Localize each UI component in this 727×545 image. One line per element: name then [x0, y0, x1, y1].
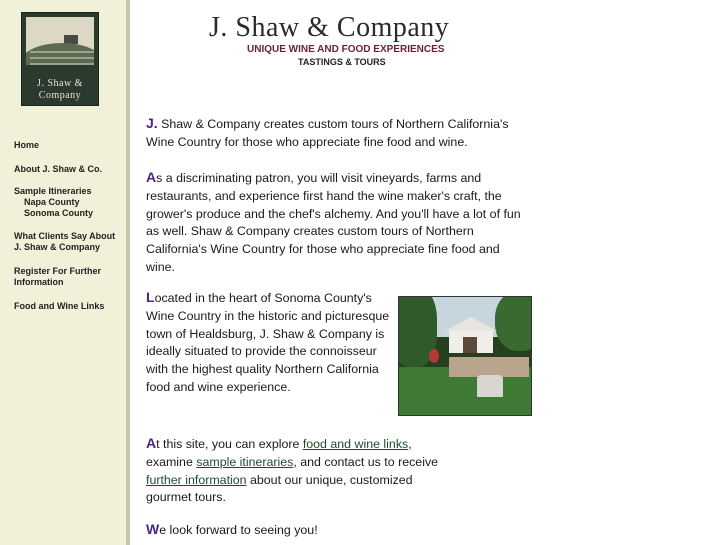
- photo-gazebo-roof: [445, 317, 497, 331]
- logo-text-line-2: Company: [38, 90, 82, 101]
- site-title: J. Shaw & Company: [209, 12, 450, 43]
- drop-cap: L: [146, 289, 155, 305]
- nav-home[interactable]: Home: [14, 140, 40, 150]
- nav-client-testimonials-line-1[interactable]: What Clients Say About: [14, 231, 116, 241]
- intro-text: Shaw & Company creates custom tours of Northern California's Wine Country for those who appreciate fine food and wine.: [146, 117, 509, 149]
- patron-text: s a discriminating patron, you will visit vineyards, farms and restaurants, and experience first hand the wine maker's craft, the grower's produce and the chef's alchemy. And you'll have a lot of fun as well. Shaw & Company creates custom tours of Northern California's Wine Country for those who appreciate fine food and wine.: [146, 171, 521, 274]
- nav-about[interactable]: About J. Shaw & Co.: [14, 164, 103, 174]
- healdsburg-plaza-photo: [398, 296, 532, 416]
- site-links-text-4: about our unique, customized gourmet tours.: [146, 472, 413, 505]
- nav-sample-itineraries[interactable]: Sample Itineraries: [14, 186, 92, 196]
- tagline-secondary: TASTINGS & TOURS: [298, 57, 386, 67]
- nav-sonoma-county[interactable]: Sonoma County: [24, 208, 93, 218]
- company-logo[interactable]: [21, 12, 99, 106]
- drop-cap: J.: [146, 115, 158, 131]
- intro-paragraph: [146, 115, 531, 152]
- photo-path: [449, 357, 529, 377]
- patron-paragraph: [146, 169, 526, 277]
- logo-vine-row: [30, 51, 94, 53]
- nav-food-wine-links[interactable]: Food and Wine Links: [14, 301, 105, 311]
- photo-fountain: [477, 375, 503, 397]
- site-links-text-1: t this site, you can explore: [156, 437, 303, 451]
- closing-text: e look forward to seeing you!: [159, 523, 318, 537]
- photo-flowers: [429, 349, 439, 363]
- sidebar-divider: [126, 0, 130, 545]
- drop-cap: A: [146, 435, 157, 451]
- logo-text-line-1: J. Shaw &: [37, 78, 83, 89]
- nav-client-testimonials-line-2[interactable]: J. Shaw & Company: [14, 242, 101, 252]
- photo-tree: [495, 296, 532, 351]
- drop-cap: A: [146, 169, 157, 185]
- further-information-link[interactable]: further information: [146, 472, 247, 487]
- nav-register-line-2[interactable]: Information: [14, 277, 64, 287]
- logo-vine-row: [30, 63, 94, 65]
- nav-napa-county[interactable]: Napa County: [24, 197, 80, 207]
- logo-vineyard-illustration: [26, 17, 94, 65]
- nav-register-line-1[interactable]: Register For Further: [14, 266, 102, 276]
- closing-paragraph: [146, 521, 466, 540]
- photo-gazebo-door: [463, 337, 477, 353]
- drop-cap: W: [146, 521, 160, 537]
- sidebar: [0, 0, 126, 545]
- logo-vine-row: [30, 57, 94, 59]
- location-text: ocated in the heart of Sonoma County's Wine Country in the historic and picturesque town of Healdsburg, J. Shaw & Company is ideally situated to provide the connoisseur with the highest quality Northern California food and wine experience.: [146, 291, 390, 394]
- food-wine-links-link[interactable]: food and wine links: [302, 437, 409, 451]
- logo-hill: [26, 43, 94, 65]
- site-links-text-3: , and contact us to receive: [293, 454, 439, 469]
- tagline-primary: UNIQUE WINE AND FOOD EXPERIENCES: [247, 44, 445, 55]
- site-links-paragraph: [146, 435, 441, 507]
- site-links-text-2: , examine: [146, 437, 412, 469]
- sample-itineraries-link[interactable]: sample itineraries: [196, 454, 294, 469]
- location-paragraph: [146, 289, 391, 397]
